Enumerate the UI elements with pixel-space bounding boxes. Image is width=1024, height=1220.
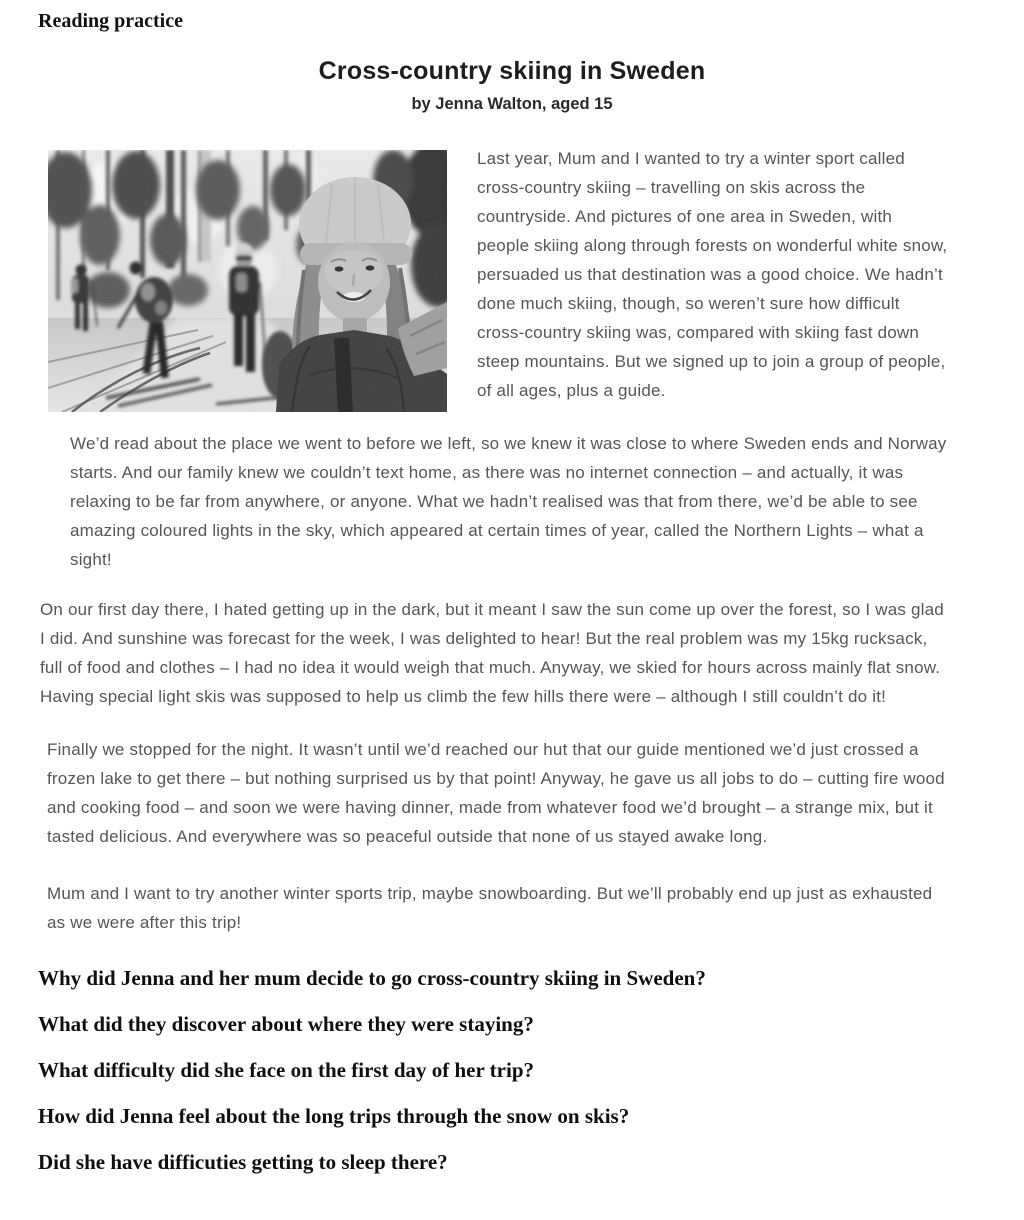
skiing-photo-illustration: [48, 150, 447, 412]
article-paragraph-1: Last year, Mum and I wanted to try a winter sport called cross-country skiing – travelling on skis across the countryside. And pictures of one area in Sweden, with people skiing along through forests on wonderful white snow, persuaded us that destination was a good choice. We hadn’t done much skiing, though, so weren’t sure how difficult cross-country skiing was, compared with skiing fast down steep mountains. But we signed up to join a group of people, of all ages, plus a guide.: [477, 149, 948, 400]
question-4: How did Jenna feel about the long trips through the snow on skis?: [38, 1104, 630, 1128]
article-photo: [48, 150, 447, 412]
question-5: Did she have difficuties getting to sleep there?: [38, 1150, 448, 1174]
article-paragraph-5: Mum and I want to try another winter sports trip, maybe snowboarding. But we’ll probably end up just as exhausted as we were after this trip!: [47, 884, 933, 932]
article-title: Cross-country skiing in Sweden: [318, 57, 706, 85]
article-lead-row: [48, 150, 948, 412]
question-3: What difficulty did she face on the first day of her trip?: [38, 1058, 535, 1082]
page-title: Reading practice: [38, 10, 183, 32]
question-list: [38, 965, 964, 1175]
question-2: What did they discover about where they were staying?: [38, 1012, 534, 1036]
article-paragraph-4: Finally we stopped for the night. It wasn’t until we’d reached our hut that our guide mentioned we’d just crossed a frozen lake to get there – but nothing surprised us by that point! Anyway, he gave us all jobs to do – cutting fire wood and cooking food – and soon we were having dinner, made from whatever food we’d brought – a strange mix, but it tasted delicious. And everywhere was so peaceful outside that none of us stayed awake long.: [47, 740, 945, 846]
article-paragraph-3: On our first day there, I hated getting up in the dark, but it meant I saw the sun come up over the forest, so I was glad I did. And sunshine was forecast for the week, I was delighted to hear! But the real problem was my 15kg rucksack, full of food and clothes – I had no idea it would weigh that much. Anyway, we skied for hours across mainly flat snow. Having special light skis was supposed to help us climb the few hills there were – although I still couldn’t do it!: [40, 600, 944, 706]
article-byline: by Jenna Walton, aged 15: [411, 95, 613, 113]
question-1: Why did Jenna and her mum decide to go cross-country skiing in Sweden?: [38, 966, 706, 990]
article-paragraph-2: We’d read about the place we went to before we left, so we knew it was close to where Sweden ends and Norway starts. And our family knew we couldn’t text home, as there was no internet connection – and actually, it was relaxing to be far from anywhere, or anyone. What we hadn’t realised was that from there, we’d be able to see amazing coloured lights in the sky, which appeared at certain times of year, called the Northern Lights – what a sight!: [70, 434, 947, 569]
